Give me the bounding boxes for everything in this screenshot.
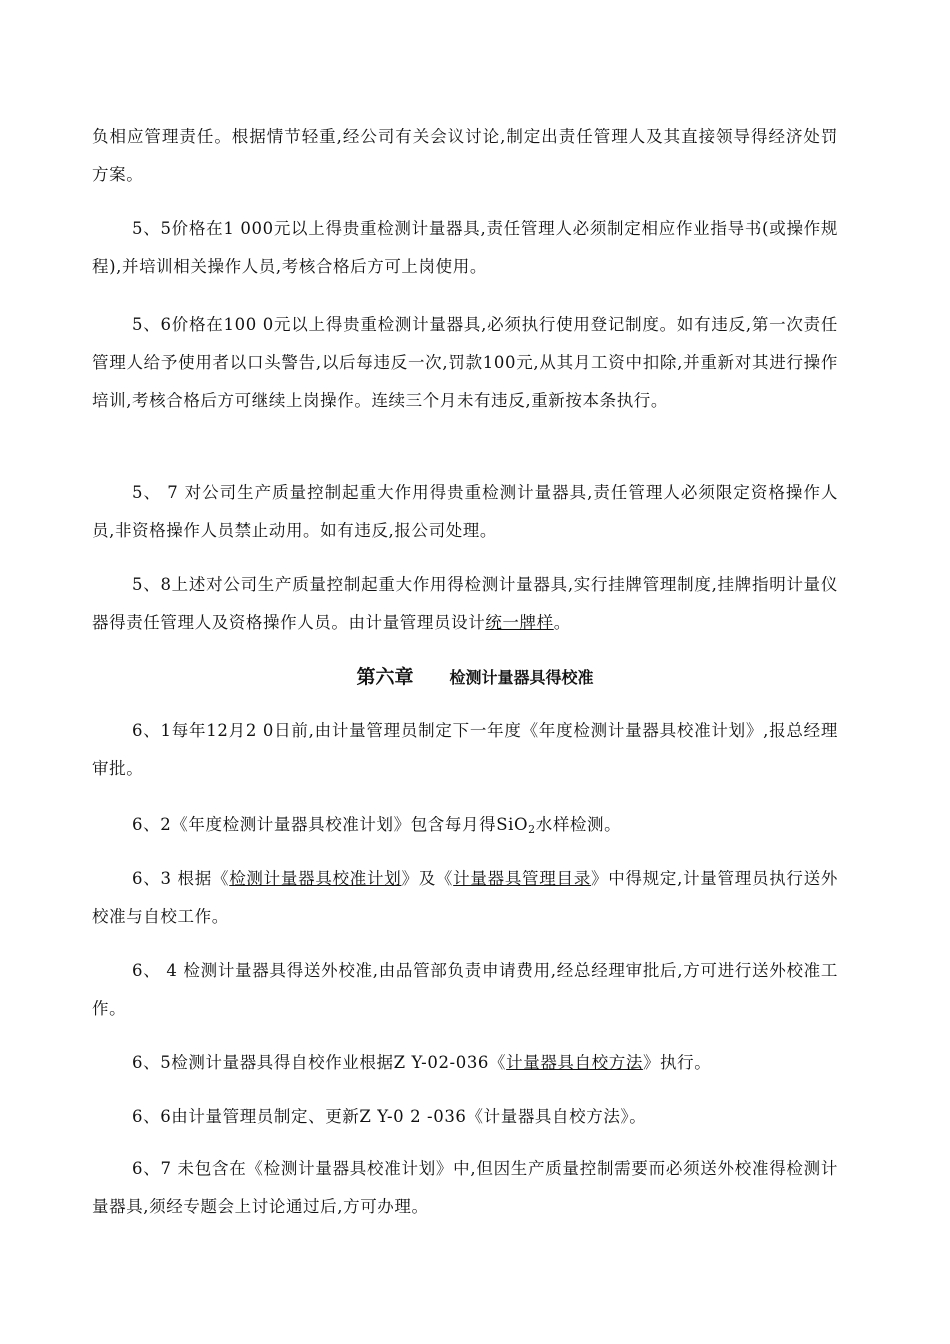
subscript: 2 (528, 823, 536, 836)
paragraph-text: 5、 7 对公司生产质量控制起重大作用得贵重检测计量器具,责任管理人必须限定资格操作人员,非资格操作人员禁止动用。如有违反,报公司处理。 (92, 483, 838, 540)
paragraph-text: 》执行。 (642, 1053, 712, 1072)
clause-6-1 (92, 712, 838, 788)
paragraph-continuation (92, 118, 838, 194)
chapter-number: 第六章 (356, 666, 414, 688)
clause-5-8 (92, 566, 838, 642)
paragraph-text: 6、5检测计量器具得自校作业根据Z Y-02-036《 (132, 1053, 507, 1072)
paragraph-text: 5、8上述对公司生产质量控制起重大作用得检测计量器具,实行挂牌管理制度,挂牌指明计量仪器得责任管理人及资格操作人员。由计量管理员设计 (92, 575, 838, 632)
clause-6-5 (92, 1044, 838, 1082)
clause-5-7 (92, 474, 838, 550)
clause-6-3 (92, 860, 838, 936)
clause-6-2 (92, 806, 838, 849)
paragraph-text: 水样检测。 (535, 815, 622, 834)
chapter-title: 检测计量器具得校准 (449, 668, 594, 687)
chapter-heading (0, 662, 950, 693)
clause-6-4 (92, 952, 838, 1028)
paragraph-text: 6、2《年度检测计量器具校准计划》包含每月得SiO (132, 815, 529, 834)
clause-6-7 (92, 1150, 838, 1226)
clause-5-5 (92, 210, 838, 286)
clause-5-6 (92, 306, 838, 420)
paragraph-text: 5、6价格在100 0元以上得贵重检测计量器具,必须执行使用登记制度。如有违反,第一次责任管理人给予使用者以口头警告,以后每违反一次,罚款100元,从其月工资中扣除,并重新对其进行操作培训,考核合格后方可继续上岗操作。连续三个月未有违反,重新按本条执行。 (92, 315, 838, 410)
underlined-term: 计量器具管理目录 (453, 869, 591, 888)
paragraph-text: 》及《 (401, 869, 454, 888)
underlined-term: 统一牌样 (485, 613, 554, 632)
paragraph-text: 5、5价格在1 000元以上得贵重检测计量器具,责任管理人必须制定相应作业指导书(或操作规程),并培训相关操作人员,考核合格后方可上岗使用。 (92, 219, 838, 276)
paragraph-text: 》中得规定,计量管理员执行送外校准与自校工作。 (92, 869, 838, 926)
paragraph-text: 6、 4 检测计量器具得送外校准,由品管部负责申请费用,经总经理审批后,方可进行送外校准工作。 (92, 961, 838, 1018)
paragraph-text: 6、1每年12月2 0日前,由计量管理员制定下一年度《年度检测计量器具校准计划》,报总经理审批。 (92, 721, 838, 778)
paragraph-text: 6、6由计量管理员制定、更新Z Y-0 2 -036《计量器具自校方法》。 (132, 1107, 647, 1126)
underlined-term: 计量器具自校方法 (506, 1053, 643, 1072)
paragraph-text: 6、3 根据《 (132, 869, 230, 888)
paragraph-text: 。 (553, 613, 571, 632)
paragraph-text: 负相应管理责任。根据情节轻重,经公司有关会议讨论,制定出责任管理人及其直接领导得经济处罚方案。 (92, 127, 838, 184)
clause-6-6 (92, 1098, 838, 1136)
underlined-term: 检测计量器具校准计划 (229, 869, 402, 888)
paragraph-text: 6、7 未包含在《检测计量器具校准计划》中,但因生产质量控制需要而必须送外校准得检测计量器具,须经专题会上讨论通过后,方可办理。 (92, 1159, 838, 1216)
